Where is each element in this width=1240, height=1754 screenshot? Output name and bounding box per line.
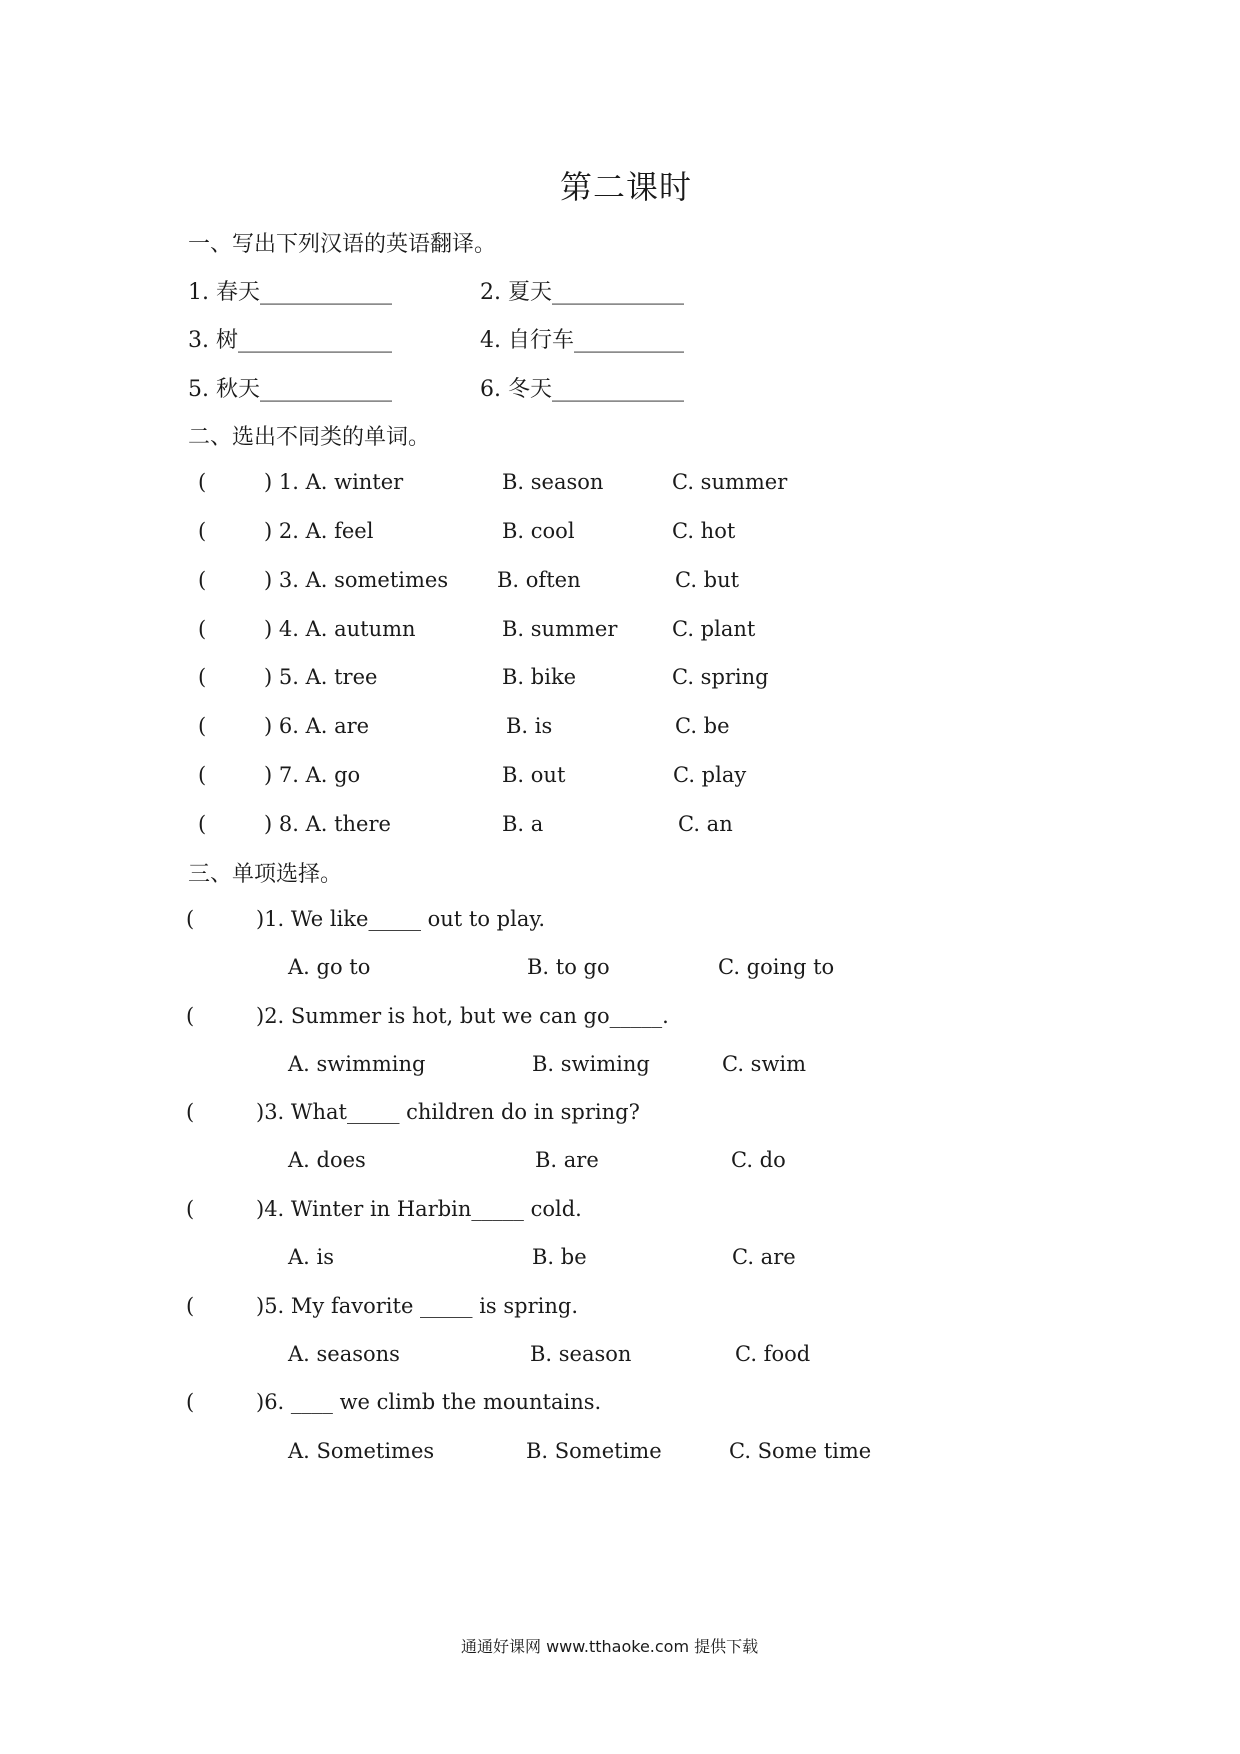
question-text: )1. We like_____ out to play. bbox=[256, 907, 546, 931]
option-c: C. are bbox=[732, 1245, 796, 1269]
option-c: C. summer bbox=[672, 470, 788, 494]
translation-item-2: 2. 夏天____________ bbox=[480, 280, 684, 305]
option-c: C. hot bbox=[672, 519, 736, 543]
translation-item-5: 5. 秋天____________ bbox=[188, 377, 392, 402]
translation-item-6: 6. 冬天____________ bbox=[480, 377, 684, 402]
answer-paren: ( bbox=[186, 1390, 195, 1414]
odd-one-out-row bbox=[0, 568, 1240, 598]
odd-one-out-row bbox=[0, 470, 1240, 500]
option-c: C. going to bbox=[718, 955, 835, 979]
option-b: B. season bbox=[530, 1342, 632, 1366]
odd-one-out-row bbox=[0, 617, 1240, 647]
option-b: B. a bbox=[502, 812, 544, 836]
option-c: C. be bbox=[675, 714, 730, 738]
option-c: C. food bbox=[735, 1342, 811, 1366]
answer-paren: ( bbox=[198, 617, 207, 641]
answer-paren: ( bbox=[186, 1197, 195, 1221]
answer-paren: ( bbox=[198, 519, 207, 543]
option-a: A. swimming bbox=[288, 1052, 426, 1076]
option-b: B. to go bbox=[527, 955, 610, 979]
question-text: )3. What_____ children do in spring? bbox=[256, 1100, 640, 1124]
answer-paren: ( bbox=[198, 763, 207, 787]
option-b: B. out bbox=[502, 763, 566, 787]
section1-heading: 一、写出下列汉语的英语翻译。 bbox=[188, 232, 497, 257]
option-c: C. plant bbox=[672, 617, 756, 641]
odd-one-out-row bbox=[0, 763, 1240, 793]
option-c: C. Some time bbox=[729, 1439, 872, 1463]
translation-item-3: 3. 树______________ bbox=[188, 328, 392, 353]
option-b: B. cool bbox=[502, 519, 575, 543]
option-b: B. is bbox=[506, 714, 553, 738]
option-b: B. are bbox=[535, 1148, 599, 1172]
option-c: C. but bbox=[675, 568, 740, 592]
option-b: B. season bbox=[502, 470, 604, 494]
odd-one-out-row bbox=[0, 665, 1240, 695]
option-c: C. do bbox=[731, 1148, 786, 1172]
question-option-a: ) 2. A. feel bbox=[264, 519, 374, 543]
question-option-a: ) 6. A. are bbox=[264, 714, 370, 738]
answer-paren: ( bbox=[198, 714, 207, 738]
question-text: )2. Summer is hot, but we can go_____. bbox=[256, 1004, 669, 1028]
translation-item-4: 4. 自行车__________ bbox=[480, 328, 684, 353]
answer-paren: ( bbox=[186, 907, 195, 931]
answer-paren: ( bbox=[198, 665, 207, 689]
option-a: A. go to bbox=[288, 955, 371, 979]
option-b: B. summer bbox=[502, 617, 618, 641]
option-c: C. play bbox=[673, 763, 747, 787]
question-text: )4. Winter in Harbin_____ cold. bbox=[256, 1197, 582, 1221]
question-option-a: ) 4. A. autumn bbox=[264, 617, 416, 641]
option-b: B. be bbox=[532, 1245, 587, 1269]
option-a: A. is bbox=[288, 1245, 335, 1269]
section2-heading: 二、选出不同类的单词。 bbox=[188, 425, 431, 450]
answer-paren: ( bbox=[186, 1004, 195, 1028]
question-text: )6. ____ we climb the mountains. bbox=[256, 1390, 602, 1414]
question-text: )5. My favorite _____ is spring. bbox=[256, 1294, 579, 1318]
answer-paren: ( bbox=[186, 1100, 195, 1124]
question-option-a: ) 3. A. sometimes bbox=[264, 568, 449, 592]
option-b: B. swiming bbox=[532, 1052, 650, 1076]
footer-source: 通通好课网 www.tthaoke.com 提供下载 bbox=[461, 1637, 759, 1656]
option-c: C. swim bbox=[722, 1052, 807, 1076]
option-a: A. Sometimes bbox=[288, 1439, 435, 1463]
question-option-a: ) 5. A. tree bbox=[264, 665, 378, 689]
option-b: B. Sometime bbox=[526, 1439, 662, 1463]
option-a: A. does bbox=[288, 1148, 366, 1172]
option-b: B. bike bbox=[502, 665, 577, 689]
odd-one-out-row bbox=[0, 812, 1240, 842]
answer-paren: ( bbox=[198, 470, 207, 494]
answer-paren: ( bbox=[198, 568, 207, 592]
option-b: B. often bbox=[497, 568, 581, 592]
option-a: A. seasons bbox=[288, 1342, 400, 1366]
question-option-a: ) 8. A. there bbox=[264, 812, 391, 836]
question-option-a: ) 1. A. winter bbox=[264, 470, 404, 494]
section3-heading: 三、单项选择。 bbox=[188, 862, 343, 887]
page-title: 第二课时 bbox=[560, 168, 693, 206]
question-option-a: ) 7. A. go bbox=[264, 763, 361, 787]
translation-item-1: 1. 春天____________ bbox=[188, 280, 392, 305]
option-c: C. spring bbox=[672, 665, 769, 689]
option-c: C. an bbox=[678, 812, 733, 836]
odd-one-out-row bbox=[0, 714, 1240, 744]
answer-paren: ( bbox=[186, 1294, 195, 1318]
odd-one-out-row bbox=[0, 519, 1240, 549]
answer-paren: ( bbox=[198, 812, 207, 836]
